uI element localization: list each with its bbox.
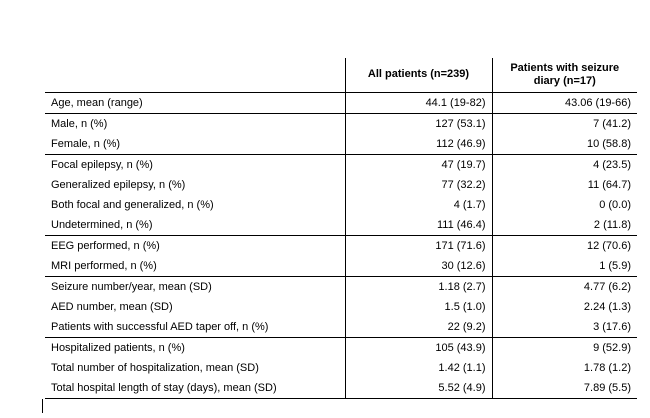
header-all-patients: All patients (n=239) [345,58,492,93]
row-label: Male, n (%) [51,118,108,130]
diary-value: 0 (0.0) [492,195,637,215]
table-row [45,236,637,257]
diary-value: 9 (52.9) [492,338,637,359]
all-patients-value: 171 (71.6) [345,236,492,257]
all-patients-value: 5.52 (4.9) [345,378,492,399]
text-cursor [42,399,43,413]
all-patients-value: 44.1 (19-82) [345,93,492,114]
table-row [45,358,637,378]
row-label: Female, n (%) [45,134,345,155]
all-patients-value: 30 (12.6) [345,256,492,277]
all-patients-value: 47 (19.7) [345,155,492,176]
row-label: Total number of hospitalization, mean (SD) [51,362,259,374]
row-label: Undetermined, n (%) [45,215,345,236]
row-label: Generalized epilepsy, n (%) [51,179,186,191]
row-label: Seizure number/year, mean (SD) [51,281,212,293]
all-patients-value: 112 (46.9) [345,134,492,155]
table-row [45,215,637,236]
row-label: Focal epilepsy, n (%) [51,159,153,171]
table-row [45,114,637,135]
all-patients-value: 22 (9.2) [345,317,492,338]
row-label: Both focal and generalized, n (%) [51,199,214,211]
row-label: Total hospital length of stay (days), mean (SD) [45,378,345,399]
table-row [45,93,637,114]
row-label: AED number, mean (SD) [51,301,173,313]
table-row [45,317,637,338]
diary-value: 12 (70.6) [492,236,637,257]
header-row [45,58,637,93]
diary-value: 2.24 (1.3) [492,297,637,317]
patient-characteristics-table [45,58,637,399]
diary-value: 43.06 (19-66) [492,93,637,114]
row-label: EEG performed, n (%) [51,240,160,252]
table-row [45,155,637,176]
header-empty-cell [45,58,345,93]
diary-value: 7 (41.2) [492,114,637,135]
diary-value: 1 (5.9) [492,256,637,277]
all-patients-value: 1.42 (1.1) [345,358,492,378]
table-row [45,277,637,298]
diary-value: 1.78 (1.2) [492,358,637,378]
all-patients-value: 4 (1.7) [345,195,492,215]
row-label: Patients with successful AED taper off, n (%) [45,317,345,338]
header-seizure-diary: Patients with seizure diary (n=17) [492,58,637,93]
table-row [45,175,637,195]
diary-value: 2 (11.8) [492,215,637,236]
diary-value: 4 (23.5) [492,155,637,176]
diary-value: 10 (58.8) [492,134,637,155]
row-label: Hospitalized patients, n (%) [51,342,185,354]
all-patients-value: 111 (46.4) [345,215,492,236]
row-label: MRI performed, n (%) [45,256,345,277]
table-row [45,134,637,155]
diary-value: 3 (17.6) [492,317,637,338]
all-patients-value: 77 (32.2) [345,175,492,195]
table-row [45,338,637,359]
all-patients-value: 127 (53.1) [345,114,492,135]
table-row [45,297,637,317]
all-patients-value: 1.5 (1.0) [345,297,492,317]
diary-value: 7.89 (5.5) [492,378,637,399]
table-row [45,378,637,399]
table-row [45,256,637,277]
diary-value: 4.77 (6.2) [492,277,637,298]
table-row [45,195,637,215]
all-patients-value: 105 (43.9) [345,338,492,359]
row-label: Age, mean (range) [45,93,345,114]
diary-value: 11 (64.7) [492,175,637,195]
all-patients-value: 1.18 (2.7) [345,277,492,298]
